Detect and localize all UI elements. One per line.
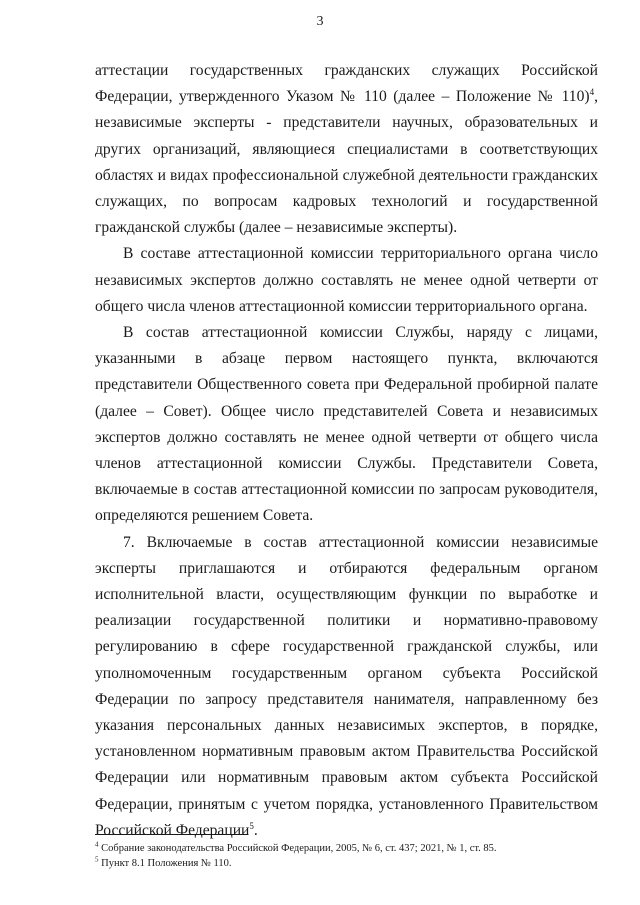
paragraph-1-text-a: аттестации государственных гражданских служащих Российской Федерации, утвержденного Указом № 110 (далее – Положение № 110) [95, 62, 598, 106]
paragraph-4-text-a: 7. Включаемые в состав аттестационной комиссии независимые эксперты приглашаются и отбираются федеральным органом исполнительной власти, осуществляющим функции по выработке и реализации государственной политики и нормативно-правовому регулированию в сфере государственной гражданской службы, или уполномоченным государственным органом субъекта Российской Федерации по запросу представителя нанимателя, направленному без указания персональных данных независимых экспертов, в порядке, установленном нормативным правовым актом Правительства Российской Федерации или нормативным правовым актом субъекта Российской Федерации, принятым с учетом порядка, установленного Правительством Российской Федерации [95, 533, 598, 839]
footnote-ref-4: 4 [589, 87, 595, 98]
footnote-4-text: Собрание законодательства Российской Федерации, 2005, № 6, ст. 437; 2021, № 1, ст. 85. [98, 843, 497, 854]
footnote-5-text: Пункт 8.1 Положения № 110. [98, 858, 232, 869]
paragraph-2: В составе аттестационной комиссии территориального органа число независимых экспертов должно составлять не менее одной четверти от общего числа членов аттестационной комиссии территориального органа. [95, 245, 598, 315]
paragraph-4-text-b: . [253, 821, 258, 839]
footnote-4 [95, 841, 598, 856]
paragraph-1 [95, 58, 598, 241]
paragraph-4 [95, 530, 598, 844]
paragraph-3: В состав аттестационной комиссии Службы, наряду с лицами, указанными в абзаце первом настоящего пункта, включаются представители Общественного совета при Федеральной пробирной палате (далее – Совет). Общее число представителей Совета и независимых экспертов должно составлять не менее одной четверти от общего числа членов аттестационной комиссии Службы. Представители Совета, включаемые в состав аттестационной комиссии по запросам руководителя, определяются решением Совета. [95, 324, 598, 525]
footnote-ref-5: 5 [249, 820, 254, 831]
footnotes [95, 841, 598, 871]
footnote-5 [95, 856, 598, 871]
footnote-5-mark: 5 [95, 855, 99, 864]
footnote-4-mark: 4 [95, 840, 99, 849]
page-number: 3 [316, 14, 324, 29]
body-text [95, 58, 598, 844]
paragraph-1-text-b: , независимые эксперты - представители научных, образовательных и других организаций, являющиеся специалистами в соответствующих областях и видах профессиональной служебной деятельности гражданских служащих, по вопросам кадровых технологий и государственной гражданской службы (далее – независимые эксперты). [95, 88, 598, 237]
footnote-separator [95, 834, 248, 835]
